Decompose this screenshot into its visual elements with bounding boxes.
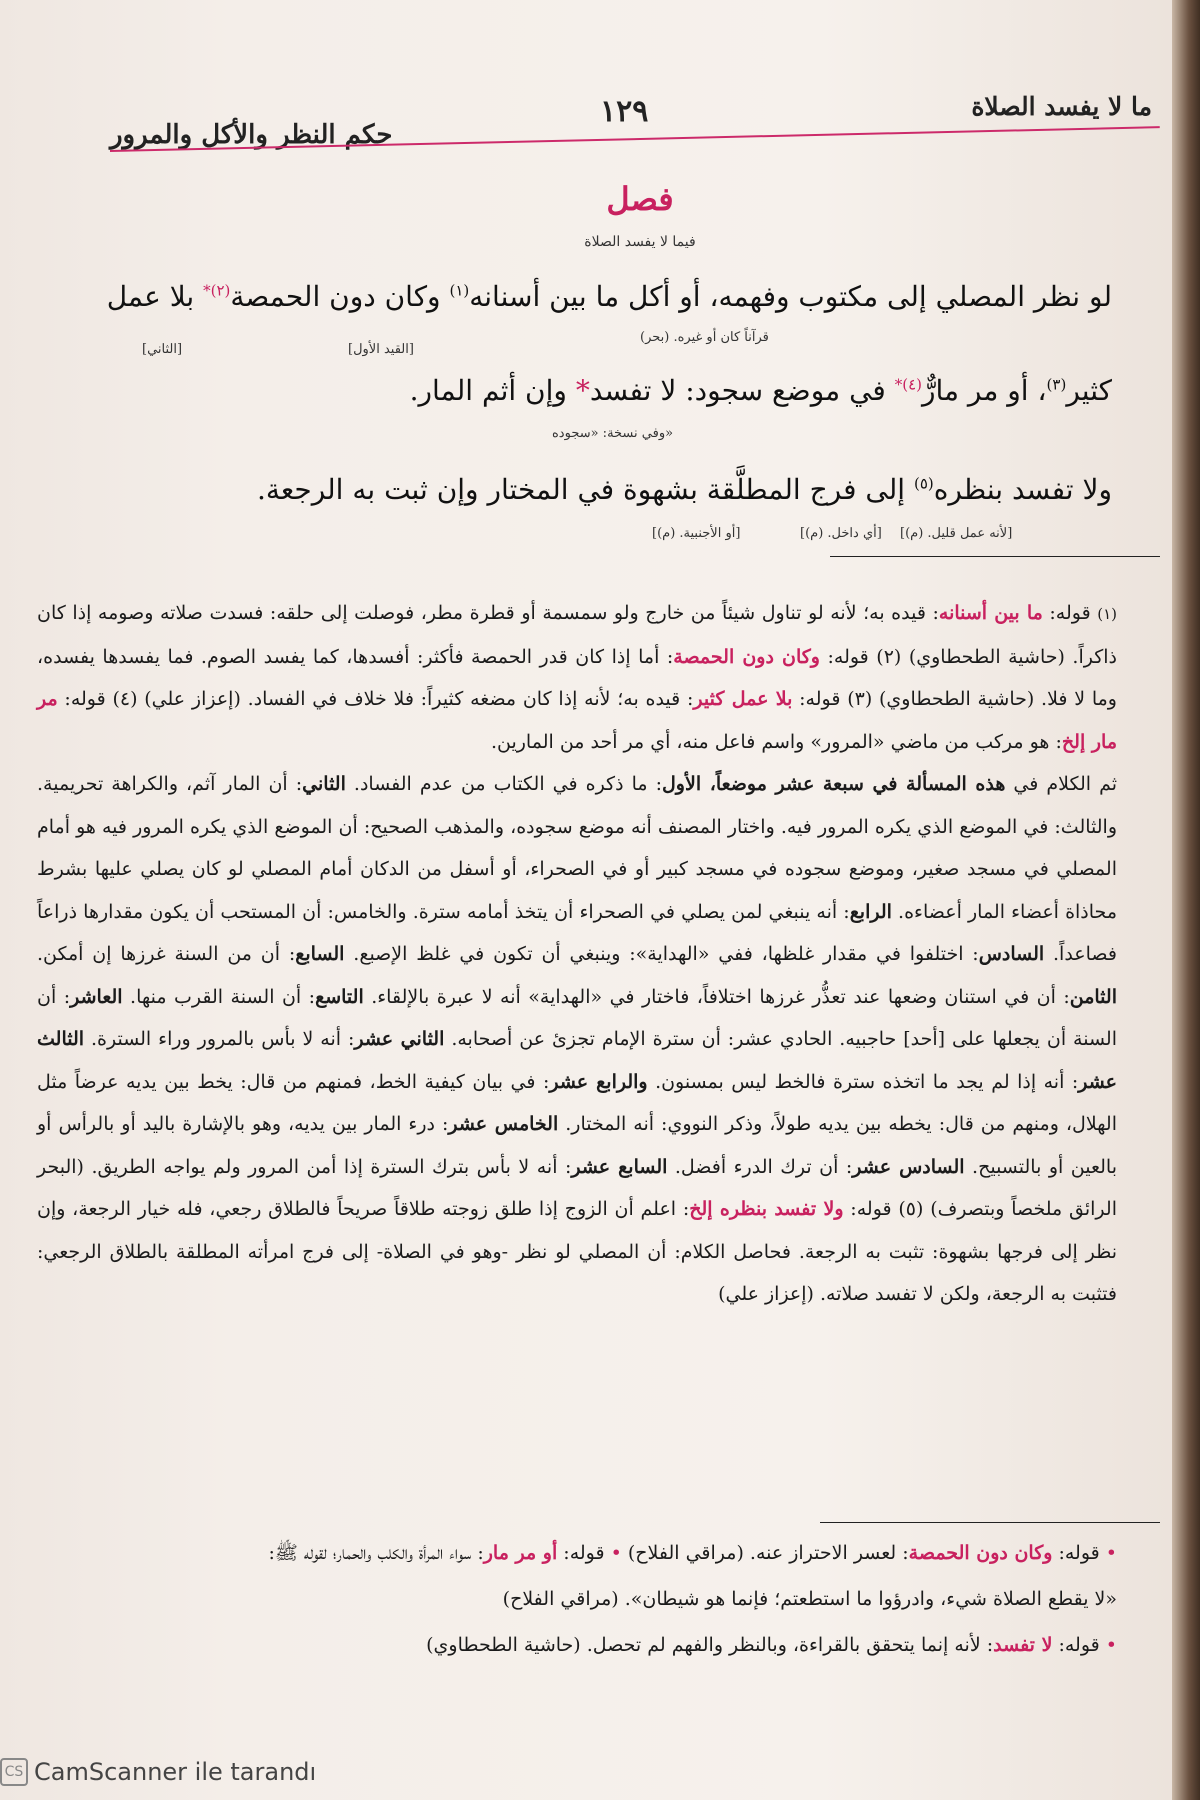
matn-text: لو نظر المصلي إلى مكتوب وفهمه، أو أكل ما بين أسنانه [469,280,1112,313]
page-number: ١٢٩ [600,94,649,129]
note-ref: (٢)* [203,281,231,300]
text: : أن السنة أن يجعلها على [أحد] حاجبيه. الحادي عشر: أن سترة الإمام تجزئ عن أصحابه. [37,985,1117,1050]
camscanner-watermark [0,1758,316,1786]
footnote-2: «لا يقطع الصلاة شيء، وادرؤوا ما استطعتم؛ فإنما هو شيطان». (مراقي الفلاح) [502,1588,1117,1610]
lemma: وكان دون الحمصة [908,1542,1053,1564]
gloss: قرآناً كان أو غيره. (بحر) [640,330,769,345]
note-number: (١) [1097,605,1117,623]
text: : لعسر الاحتراز عنه. (مراقي الفلاح) [621,1542,909,1564]
text: : ما ذكره في الكتاب من عدم الفساد. [345,773,662,795]
camscanner-text: CamScanner ile tarandı [34,1758,317,1786]
text: : اعلم أن الزوج إذا طلق زوجته طلاقاً صريحاً فالطلاق رجعي، فله خيار الرجعة، وإن نظر إلى فرجها بشهوة: تثبت به الرجعة. فحاصل الكلام: أن المصلي لو نظر -وهو في الصلاة- إلى فرج امرأته المطلقة بالطلاق الرجعي: فتثبت به الرجعة، ولكن لا تفسد صلاته. (إعزاز علي) [37,1198,1117,1305]
matn-line-3 [257,473,1112,506]
text: قوله: [557,1542,611,1564]
star-mark: • [610,1542,622,1564]
keyword: الخامس عشر [448,1113,559,1135]
text: : أن من السنة غرزها إن أمكن. [37,943,296,965]
text: : أنه إذا لم يجد ما اتخذه سترة فالخط ليس بمسنون. [647,1070,1079,1093]
footnote-1 [37,1530,1117,1576]
text: : قيده به؛ لأنه إذا كان مضغه كثيراً: فلا خلاف في الفساد. (إعزاز علي) (٤) قوله: [57,688,694,710]
lemma: ولا تفسد بنظره إلخ [689,1198,844,1220]
note-ref: (٣) [1046,375,1067,394]
lemma: أو مر مار [483,1542,558,1564]
gloss: [الثاني] [142,342,183,357]
text: : أنه ينبغي لمن يصلي في الصحراء أن يتخذ أمامه سترة. والخامس: أن المستحب أن يكون مقدارها ذراعاً فصاعداً. [37,900,1117,965]
keyword: هذه المسألة في سبعة عشر موضعاً، الأول [662,773,1006,795]
text: قوله: [1052,1542,1106,1564]
lemma: مر مار إلخ [37,688,1117,753]
text: : أما إذا كان قدر الحمصة فأكثر: أفسدها، كما يفسد الصوم. فما يفسدها يفسده، وما لا فلا. (حاشية الطحطاوي) (٣) قوله: [37,645,1117,710]
text: قوله: [1052,1634,1106,1656]
note-ref: (١) [449,281,470,300]
footnote-3 [37,1622,1117,1668]
matn-text: وإن أثم المار. [409,374,576,407]
keyword: الثالث عشر [37,1028,1117,1093]
star-mark: • [1105,1634,1117,1656]
commentary-paragraph-2 [37,763,1117,1316]
matn-text: ولا تفسد بنظره [933,473,1112,506]
commentary [37,592,1117,1316]
footnotes [37,1530,1117,1668]
keyword: السابع عشر [571,1155,668,1178]
chapter-title: فصل [606,180,674,218]
lemma: بلا عمل كثير [693,688,793,710]
footnote-divider [820,1522,1160,1523]
note-ref: (٥) [913,474,934,493]
keyword: الثامن [1069,985,1117,1008]
commentary-paragraph-1 [37,592,1117,763]
keyword: السادس [978,943,1045,965]
gloss: [القيد الأول] [348,342,414,357]
text: : لأنه إنما يتحقق بالقراءة، وبالنظر والفهم لم تحصل. (حاشية الطحطاوي) [426,1634,994,1656]
text: : أن في استنان وضعها عند تعذُّر غرزها اختلافاً، فاختار في «الهداية» أنه لا عبرة بالإلقاء. [363,985,1070,1008]
text: : هو مركب من ماضي «المرور» واسم فاعل منه، أي مر أحد من المارين. [490,730,1062,753]
text: : أن المار آثم، والكراهة تحريمية. والثالث: في الموضع الذي يكره المرور فيه. واختار المصنف أنه موضع سجوده، والمذهب الصحيح: أن الموضع الذي يكره المرور فيه هو أمام المصلي في مسجد صغير، وموضع سجوده في مسجد كبير أو في الصحراء، أو أسفل من الدكان أمام المصلي لو كان يصلي عليها بشرط محاذاة أعضاء المار أعضاءه. [37,773,1117,923]
commentary-divider [830,556,1160,557]
keyword: السابع [295,943,345,965]
text: : أن السنة القرب منها. [122,985,316,1008]
keyword: والرابع عشر [549,1070,648,1093]
star-mark: • [1105,1542,1117,1564]
star-mark: * [575,374,590,407]
gloss: [أي داخل. (م)] [800,526,882,541]
gloss: وفي نسخة: «سجوده» [552,426,674,441]
text: : أن ترك الدرء أفضل. [667,1155,853,1178]
text: قوله: [1042,602,1098,624]
gloss: [لأنه عمل قليل. (م)] [900,526,1013,541]
keyword: الرابع [849,900,892,923]
keyword: التاسع [315,985,364,1008]
matn-text: بلا عمل [106,280,204,313]
chapter-subtitle: فيما لا يفسد الصلاة [584,234,696,250]
lemma: ما بين أسنانه [938,602,1043,624]
matn-text: كثير [1066,374,1112,407]
text: : اختلفوا في مقدار غلظها، ففي «الهداية»: وينبغي أن تكون في غلظ الإصبع. [344,943,979,965]
lemma: وكان دون الحمصة [673,645,820,668]
lemma: لا تفسد [993,1634,1053,1656]
text: : قيده به؛ لأنه لو تناول شيئاً من خارج ولو سمسمة أو قطرة مطر، فوصلت إلى حلقه: فسدت صلاته وصومه إذا كان ذاكراً. (حاشية الطحطاوي) (٢) قوله: [37,602,1117,668]
keyword: الثاني [302,773,346,795]
text: ثم الكلام في [1005,773,1118,795]
matn-text: في موضع سجود: لا تفسد [589,374,895,407]
keyword: السادس عشر [852,1155,965,1178]
text: : في بيان كيفية الخط، فمنهم من قال: يخط بين يديه عرضاً مثل الهلال، ومنهم من قال: يخطه بين يديه طولاً، وذكر النووي: أنه المختار. [37,1070,1117,1135]
text: : درء المار بين يديه، وهو بالإشارة باليد أو بالرأس أو بالعين أو بالتسبيح. [37,1113,1117,1178]
matn-text: وكان دون الحمصة [230,280,450,313]
matn-text: ، أو مر مارٌّ [921,374,1047,407]
book-spine [1172,0,1200,1800]
keyword: العاشر [70,985,123,1008]
keyword: الثاني عشر [354,1028,445,1050]
running-header-right: ما لا يفسد الصلاة [971,92,1152,121]
camscanner-logo-icon: CS [0,1758,28,1786]
matn-line-1 [107,280,1112,313]
text: : سواء المرأة والكلب والحمار؛ لقوله ﷺ: [268,1542,484,1564]
gloss: [أو الأجنبية. (م)] [652,526,741,541]
text: : أنه لا بأس بترك السترة إذا أمن المرور ولم يواجه الطريق. (البحر الرائق ملخصاً وبتصرف) (٥) قوله: [37,1155,1117,1220]
note-ref: (٤)* [894,375,922,394]
matn-text: إلى فرج المطلَّقة بشهوة في المختار وإن ثبت به الرجعة. [256,473,914,506]
text: : أنه لا بأس بالمرور وراء السترة. [84,1028,355,1050]
running-header-left: حكم النظر والأكل والمرور [110,120,393,150]
matn-line-2 [410,374,1112,407]
